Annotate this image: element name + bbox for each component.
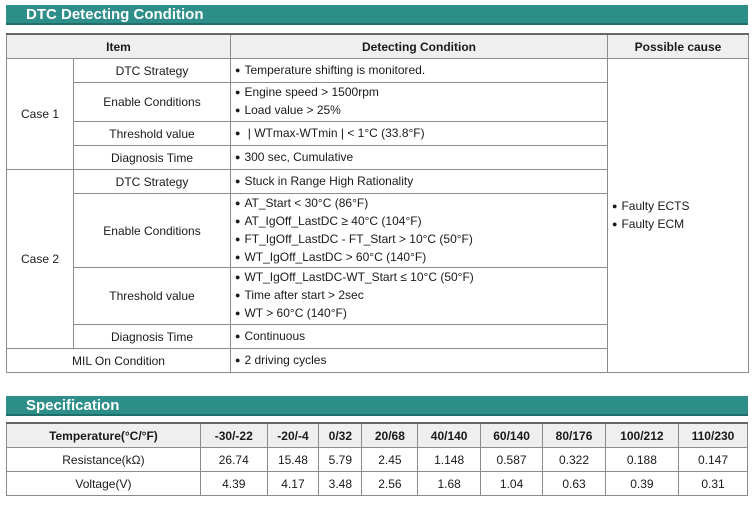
- spec-section-title: Specification: [26, 397, 120, 414]
- list-item: ● Temperature shifting is monitored.: [235, 62, 607, 80]
- case2-label: Case 2: [7, 170, 74, 349]
- resistance-value: 15.48: [267, 448, 319, 472]
- resistance-value: 2.45: [362, 448, 418, 472]
- temperature-value: 80/176: [543, 423, 605, 448]
- item-header: Item: [7, 34, 231, 59]
- possible-causes: [608, 59, 749, 373]
- temperature-value: 40/140: [418, 423, 480, 448]
- case2-diagnosis-condition: [231, 325, 608, 349]
- resistance-label: Resistance(kΩ): [7, 448, 201, 472]
- list-item: ● Time after start > 2sec: [235, 287, 607, 305]
- resistance-value: 0.587: [480, 448, 542, 472]
- list-item: ● Load value > 25%: [235, 102, 607, 120]
- case2-enable-label: Enable Conditions: [74, 194, 231, 268]
- condition-header: Detecting Condition: [231, 34, 608, 59]
- table-row: [7, 472, 748, 496]
- case1-label: Case 1: [7, 59, 74, 170]
- temperature-value: 0/32: [319, 423, 362, 448]
- voltage-value: 4.39: [200, 472, 267, 496]
- case1-enable-label: Enable Conditions: [74, 83, 231, 122]
- voltage-value: 2.56: [362, 472, 418, 496]
- dtc-table: [6, 33, 749, 373]
- case1-diagnosis-label: Diagnosis Time: [74, 146, 231, 170]
- voltage-value: 0.31: [678, 472, 747, 496]
- resistance-value: 0.147: [678, 448, 747, 472]
- cause-item: ● Faulty ECM: [612, 216, 748, 234]
- list-item: ● WT_IgOff_LastDC > 60°C (140°F): [235, 249, 607, 267]
- list-item: ● | WTmax-WTmin | < 1°C (33.8°F): [235, 125, 607, 143]
- voltage-value: 1.04: [480, 472, 542, 496]
- list-item: ● WT > 60°C (140°F): [235, 305, 607, 323]
- cause-item: ● Faulty ECTS: [612, 198, 748, 216]
- list-item: ● Continuous: [235, 328, 607, 346]
- list-item: ● WT_IgOff_LastDC-WT_Start ≤ 10°C (50°F): [235, 269, 607, 287]
- table-row: [7, 448, 748, 472]
- temperature-value: -20/-4: [267, 423, 319, 448]
- resistance-value: 26.74: [200, 448, 267, 472]
- case2-enable-condition: [231, 194, 608, 268]
- list-item: ● FT_IgOff_LastDC - FT_Start > 10°C (50°F): [235, 231, 607, 249]
- case2-strategy-label: DTC Strategy: [74, 170, 231, 194]
- case2-threshold-label: Threshold value: [74, 268, 231, 325]
- resistance-value: 0.322: [543, 448, 605, 472]
- cause-header: Possible cause: [608, 34, 749, 59]
- case1-threshold-condition: [231, 122, 608, 146]
- temperature-value: 60/140: [480, 423, 542, 448]
- spec-section-header: [6, 396, 748, 416]
- case1-diagnosis-condition: [231, 146, 608, 170]
- case1-enable-condition: [231, 83, 608, 122]
- case1-threshold-label: Threshold value: [74, 122, 231, 146]
- spec-table: [6, 422, 748, 496]
- dtc-section-title: DTC Detecting Condition: [26, 6, 204, 23]
- case2-diagnosis-label: Diagnosis Time: [74, 325, 231, 349]
- voltage-value: 4.17: [267, 472, 319, 496]
- temperature-value: -30/-22: [200, 423, 267, 448]
- voltage-value: 3.48: [319, 472, 362, 496]
- voltage-value: 0.63: [543, 472, 605, 496]
- list-item: ● 300 sec, Cumulative: [235, 149, 607, 167]
- list-item: ● 2 driving cycles: [235, 352, 607, 370]
- voltage-value: 1.68: [418, 472, 480, 496]
- list-item: ● Stuck in Range High Rationality: [235, 173, 607, 191]
- resistance-value: 0.188: [605, 448, 678, 472]
- resistance-value: 5.79: [319, 448, 362, 472]
- temperature-value: 100/212: [605, 423, 678, 448]
- mil-condition: [231, 349, 608, 373]
- case1-strategy-condition: [231, 59, 608, 83]
- temperature-header: Temperature(°C/°F): [7, 423, 201, 448]
- list-item: ● AT_Start < 30°C (86°F): [235, 195, 607, 213]
- temperature-value: 20/68: [362, 423, 418, 448]
- voltage-value: 0.39: [605, 472, 678, 496]
- dtc-section-header: [6, 5, 748, 25]
- mil-label: MIL On Condition: [7, 349, 231, 373]
- voltage-label: Voltage(V): [7, 472, 201, 496]
- list-item: ● Engine speed > 1500rpm: [235, 84, 607, 102]
- resistance-value: 1.148: [418, 448, 480, 472]
- list-item: ● AT_IgOff_LastDC ≥ 40°C (104°F): [235, 213, 607, 231]
- case1-strategy-label: DTC Strategy: [74, 59, 231, 83]
- case2-strategy-condition: [231, 170, 608, 194]
- temperature-value: 110/230: [678, 423, 747, 448]
- case2-threshold-condition: [231, 268, 608, 325]
